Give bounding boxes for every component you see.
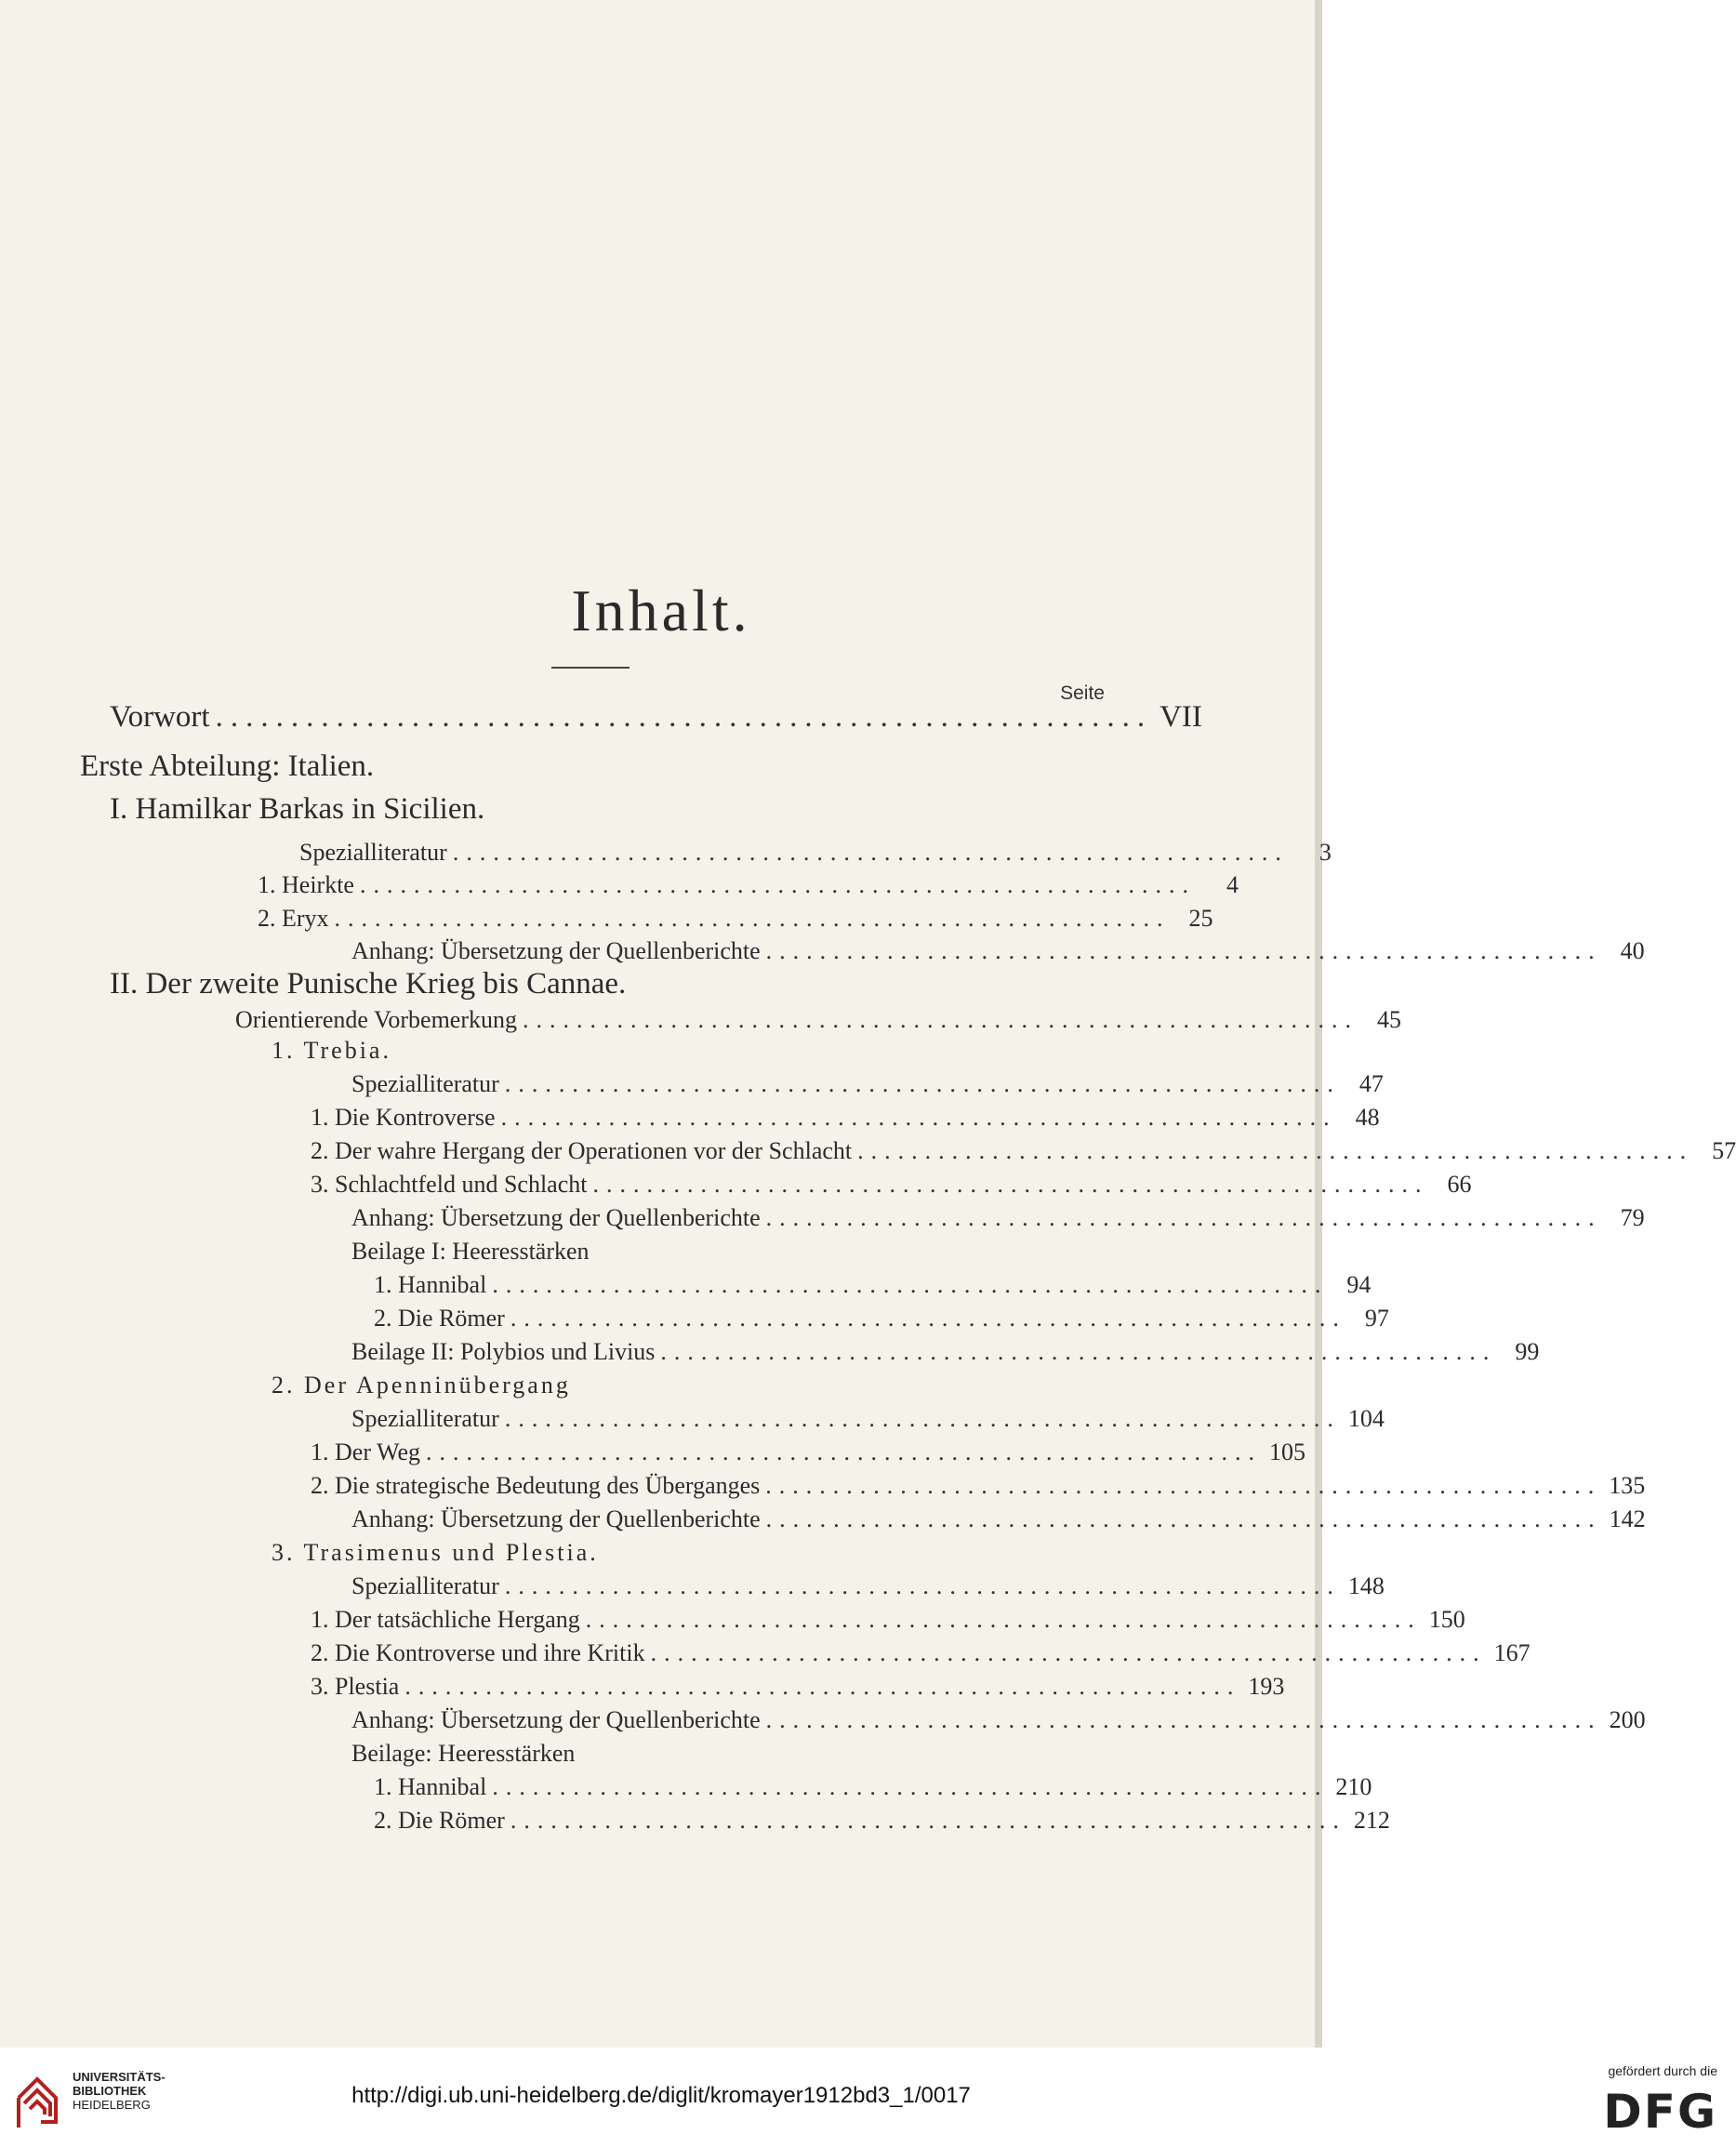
leader-dots: .............................................................. [592, 1171, 1429, 1198]
toc-entry [311, 1137, 1736, 1165]
toc-entry-label: 2. Die Römer [374, 1305, 505, 1332]
toc-entry-page: 150 [1428, 1606, 1465, 1633]
leader-dots: .............................................................. [765, 1204, 1602, 1231]
toc-entry-page: 45 [1377, 1006, 1401, 1033]
toc-entry-page: 142 [1609, 1505, 1646, 1532]
leader-dots: .............................................................. [523, 1006, 1358, 1033]
toc-entry-page: 135 [1609, 1472, 1646, 1499]
leader-dots: .............................................................. [334, 905, 1171, 932]
toc-entry [311, 1104, 1380, 1132]
toc-entry-page: 97 [1364, 1305, 1389, 1332]
toc-entry-label: 1. Der Weg [311, 1439, 421, 1465]
toc-entry-page: VII [1160, 700, 1202, 734]
toc-entry-label: Anhang: Übersetzung der Quellenberichte [351, 937, 761, 964]
toc-entry [351, 1338, 1540, 1366]
leader-dots: .............................................................. [650, 1639, 1487, 1666]
toc-entry-page: 104 [1347, 1405, 1385, 1432]
leader-dots: .............................................................. [510, 1807, 1346, 1834]
library-line-3: HEIDELBERG [73, 2098, 151, 2112]
seite-label: Seite [1060, 683, 1105, 704]
toc-entry [311, 1472, 1646, 1500]
toc-entry-page: 47 [1358, 1070, 1384, 1097]
beilage-heading-3: Beilage: Heeresstärken [351, 1740, 576, 1767]
toc-entry [235, 1006, 1401, 1034]
leader-dots: .............................................................. [765, 1706, 1602, 1733]
toc-entry-page: 66 [1447, 1171, 1472, 1198]
toc-entry-page: 105 [1269, 1439, 1306, 1465]
leader-dots: .............................................................. [765, 1505, 1602, 1532]
leader-dots: .............................................................. [492, 1773, 1329, 1800]
toc-entry-vorwort [110, 700, 1202, 735]
leader-dots: .............................................................. [585, 1606, 1422, 1633]
chapter-heading-1: I. Hamilkar Barkas in Sicilien. [110, 792, 485, 826]
library-line-1: UNIVERSITÄTS- [73, 2070, 166, 2084]
toc-entry-label: Anhang: Übersetzung der Quellenberichte [351, 1204, 761, 1231]
toc-entry-label: Beilage II: Polybios und Livius [351, 1338, 656, 1365]
toc-entry-label: 1. Die Kontroverse [311, 1104, 496, 1131]
toc-entry [374, 1807, 1390, 1835]
toc-entry-label: 1. Der tatsächliche Hergang [311, 1606, 580, 1633]
leader-dots: .............................................................. [660, 1338, 1497, 1365]
toc-entry-label: 3. Plestia [311, 1673, 400, 1700]
toc-entry [311, 1439, 1306, 1466]
page-title: Inhalt. [571, 577, 751, 643]
toc-entry-label: Vorwort [110, 700, 210, 734]
toc-entry-page: 48 [1355, 1104, 1380, 1131]
leader-dots: .............................................................. [765, 1472, 1602, 1499]
dfg-logo: DFG [1603, 2085, 1717, 2139]
leader-dots: .............................................................. [404, 1673, 1241, 1700]
toc-entry-label: Anhang: Übersetzung der Quellenberichte [351, 1505, 761, 1532]
toc-entry-label: Anhang: Übersetzung der Quellenberichte [351, 1706, 761, 1733]
toc-entry-page: 148 [1347, 1572, 1385, 1599]
toc-entry-page: 200 [1609, 1706, 1646, 1733]
toc-entry-label: 3. Schlachtfeld und Schlacht [311, 1171, 588, 1198]
toc-entry [258, 871, 1239, 899]
toc-entry [374, 1271, 1372, 1299]
section-heading-abteilung: Erste Abteilung: Italien. [80, 749, 375, 783]
toc-entry-page: 25 [1188, 905, 1213, 932]
toc-entry-page: 40 [1620, 937, 1645, 964]
toc-entry-page: 94 [1346, 1271, 1372, 1298]
toc-entry-page: 210 [1335, 1773, 1372, 1800]
source-url-link[interactable]: http://digi.ub.uni-heidelberg.de/diglit/kromayer1912bd3_1/0017 [351, 2083, 971, 2108]
toc-entry [351, 937, 1645, 965]
leader-dots: .............................................................. [504, 1405, 1341, 1432]
chapter-heading-2: II. Der zweite Punische Krieg bis Cannae. [110, 967, 627, 1001]
toc-entry-label: 2. Die Kontroverse und ihre Kritik [311, 1639, 645, 1666]
toc-entry [311, 1639, 1531, 1667]
subsection-heading-trasimenus: 3. Trasimenus und Plestia. [272, 1539, 599, 1566]
toc-entry-label: 2. Die strategische Bedeutung des Überganges [311, 1472, 761, 1499]
toc-entry [351, 1204, 1645, 1232]
toc-entry [311, 1606, 1465, 1634]
leader-dots: .............................................................. [765, 937, 1602, 964]
toc-entry-page: 57 [1712, 1137, 1736, 1164]
toc-entry-label: Spezialliteratur [351, 1572, 499, 1599]
toc-entry [351, 1405, 1385, 1433]
leader-dots: .............................................................. [504, 1572, 1341, 1599]
toc-entry-page: 167 [1493, 1639, 1531, 1666]
toc-entry [351, 1070, 1384, 1098]
toc-entry-label: Spezialliteratur [351, 1070, 499, 1097]
beilage-heading-1: Beilage I: Heeresstärken [351, 1238, 590, 1265]
leader-dots: .............................................................. [857, 1137, 1694, 1164]
toc-entry [299, 839, 1332, 867]
toc-entry-page: 4 [1226, 871, 1239, 898]
leader-dots: .............................................................. [359, 871, 1196, 898]
toc-entry [311, 1171, 1472, 1199]
toc-entry-page: 193 [1248, 1673, 1285, 1700]
toc-entry-label: 2. Eryx [258, 905, 329, 932]
toc-entry-label: 1. Hannibal [374, 1773, 487, 1800]
toc-entry-page: 212 [1353, 1807, 1390, 1834]
toc-entry [374, 1305, 1389, 1333]
toc-entry-label: 2. Der wahre Hergang der Operationen vor der Schlacht [311, 1137, 853, 1164]
toc-entry-label: Spezialliteratur [351, 1405, 499, 1432]
toc-entry [351, 1706, 1646, 1734]
leader-dots: .............................................................. [452, 839, 1289, 866]
leader-dots: .............................................................. [510, 1305, 1346, 1332]
toc-entry-label: Spezialliteratur [299, 839, 447, 866]
toc-entry [311, 1673, 1285, 1701]
toc-entry-label: 2. Die Römer [374, 1807, 505, 1834]
title-rule [551, 667, 629, 669]
library-line-2: BIBLIOTHEK [73, 2084, 147, 2098]
leader-dots: .............................................................. [504, 1070, 1341, 1097]
toc-entry-label: Orientierende Vorbemerkung [235, 1006, 517, 1033]
toc-entry [351, 1572, 1385, 1600]
toc-entry-label: 1. Hannibal [374, 1271, 487, 1298]
toc-entry-page: 3 [1319, 839, 1332, 866]
toc-entry-page: 99 [1515, 1338, 1540, 1365]
toc-entry [374, 1773, 1372, 1801]
leader-dots: .............................................................. [215, 700, 1153, 734]
subsection-heading-apennin: 2. Der Apenninübergang [272, 1372, 571, 1399]
toc-entry [351, 1505, 1646, 1533]
toc-entry [258, 905, 1213, 933]
leader-dots: .............................................................. [500, 1104, 1337, 1131]
toc-entry-label: 1. Heirkte [258, 871, 354, 898]
subsection-heading-trebia: 1. Trebia. [272, 1037, 391, 1064]
toc-entry-page: 79 [1620, 1204, 1645, 1231]
funding-caption: gefördert durch die [1608, 2063, 1717, 2078]
leader-dots: .............................................................. [426, 1439, 1263, 1465]
leader-dots: .............................................................. [492, 1271, 1329, 1298]
